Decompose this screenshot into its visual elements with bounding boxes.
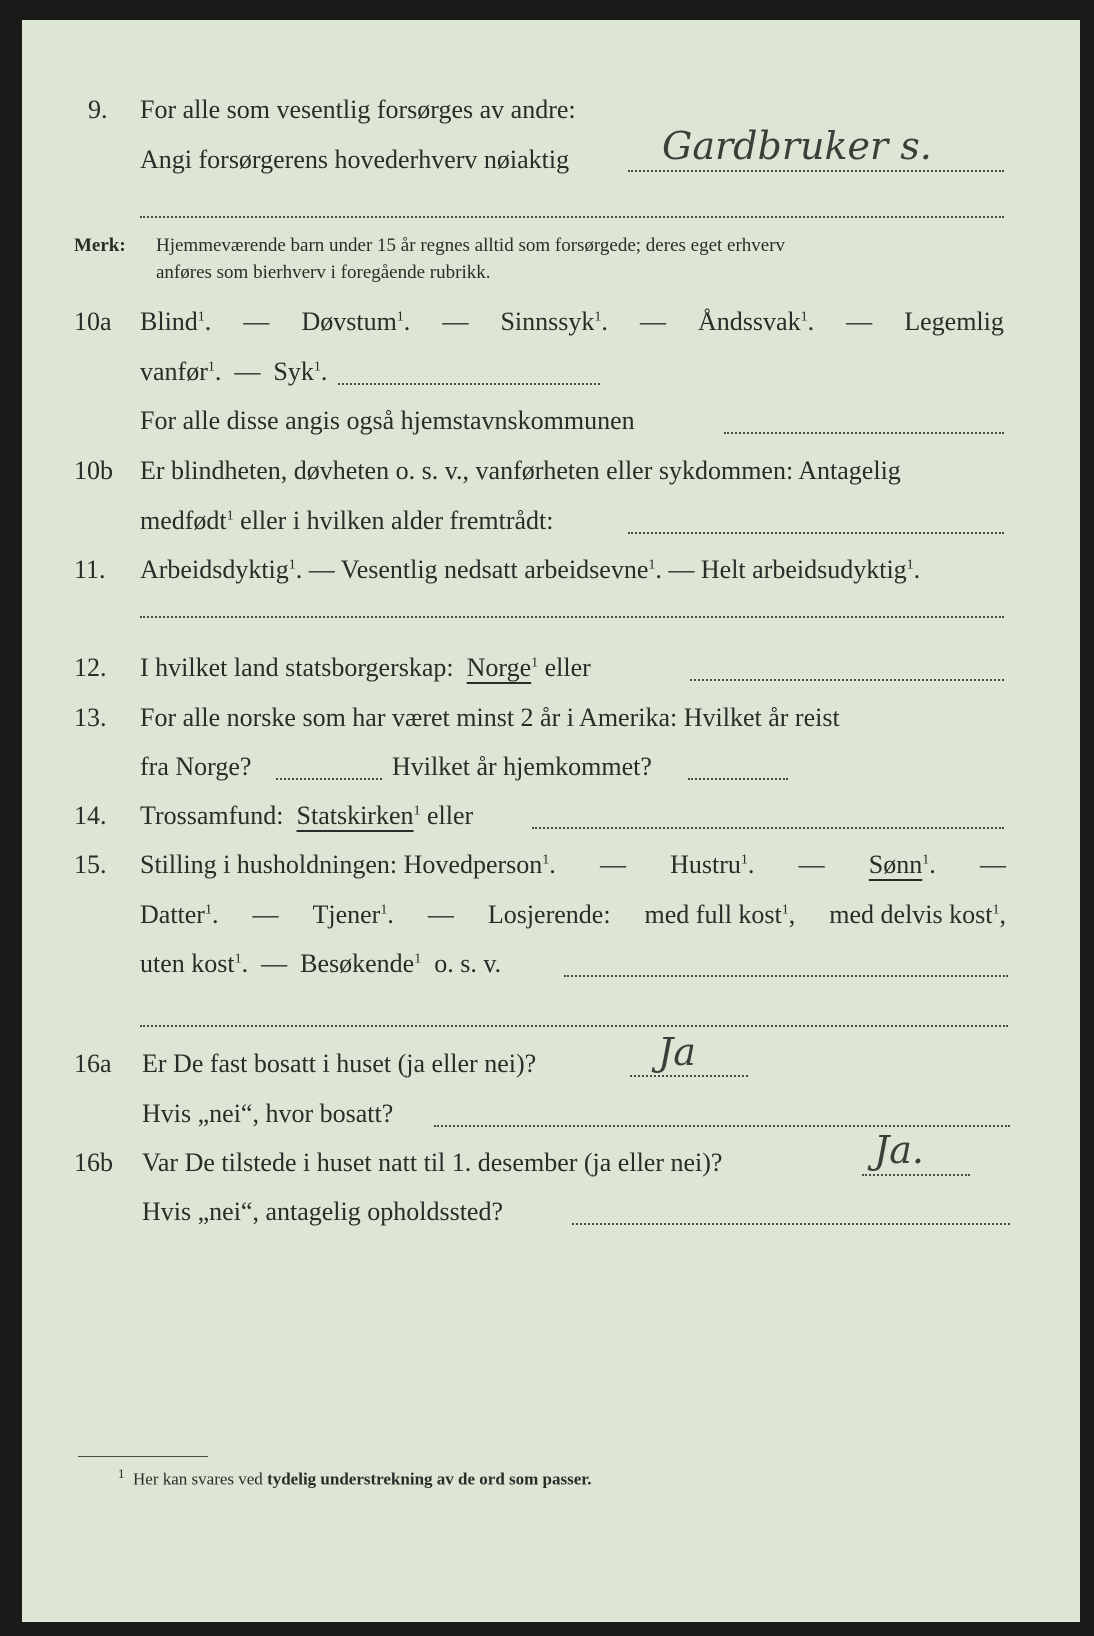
- option-besokende: Besøkende: [300, 949, 415, 978]
- question-10b-line2: medfødt$^1$ eller i hvilken alder fremtrådt:: [140, 506, 554, 535]
- question-13-line2b: Hvilket år hjemkommet?: [392, 752, 652, 781]
- answer-line: [688, 778, 788, 780]
- answer-line: [564, 975, 1008, 977]
- question-14-number: 14.: [74, 801, 107, 830]
- question-13-line1: For alle norske som har været minst 2 år i Amerika: Hvilket år reist: [140, 703, 840, 732]
- answer-line: [276, 778, 382, 780]
- question-9-number: 9.: [88, 95, 108, 124]
- question-10a-number: 10a: [74, 307, 112, 336]
- answer-line: [630, 1075, 748, 1077]
- question-16a-line1: Er De fast bosatt i huset (ja eller nei)?: [142, 1049, 537, 1078]
- footnote: $^1$ Her kan svares ved tydelig understrekning av de ord som passer.: [118, 1466, 592, 1489]
- question-10b-number: 10b: [74, 456, 113, 485]
- question-9-line1: For alle som vesentlig forsørges av andre:: [140, 95, 576, 124]
- question-16b-line1: Var De tilstede i huset natt til 1. desember (ja eller nei)?: [142, 1148, 723, 1177]
- option-blind: Blind: [140, 307, 198, 336]
- question-12-number: 12.: [74, 653, 107, 682]
- option-datter: Datter: [140, 900, 205, 929]
- option-medfodt: medfødt: [140, 506, 227, 535]
- handwritten-answer-16b: Ja.: [874, 1128, 924, 1172]
- option-legemlig: Legemlig: [904, 307, 1004, 336]
- question-10a-line2: vanfør$^1$. — Syk$^1$.: [140, 357, 328, 386]
- answer-line: [434, 1125, 1010, 1127]
- question-11-number: 11.: [74, 555, 106, 584]
- option-tjener: Tjener: [312, 900, 381, 929]
- question-16b-line2: Hvis „nei“, antagelig opholdssted?: [142, 1197, 504, 1226]
- question-13-number: 13.: [74, 703, 107, 732]
- option-hustru: Hustru: [670, 850, 741, 879]
- option-statskirken-underlined: Statskirken: [296, 801, 414, 830]
- question-15-number: 15.: [74, 850, 107, 879]
- option-med-full-kost: med full kost: [644, 900, 782, 929]
- question-13-line2a: fra Norge?: [140, 752, 252, 781]
- answer-line: [140, 1025, 1008, 1027]
- option-norge-underlined: Norge: [466, 653, 532, 682]
- option-dovstum: Døvstum: [301, 307, 397, 336]
- question-15-line1: Stilling i husholdningen: Hovedperson$^1$. — Hustru$^1$. — Sønn$^1$. —: [140, 850, 1006, 879]
- census-form-page: [22, 20, 1080, 1622]
- note-line2: anføres som bierhverv i foregående rubrikk.: [156, 262, 491, 283]
- handwritten-answer-16a: Ja: [658, 1030, 696, 1074]
- option-sinnssyk: Sinnssyk: [500, 307, 595, 336]
- answer-line: [724, 432, 1004, 434]
- question-12-line: I hvilket land statsborgerskap: Norge$^1$ eller: [140, 653, 591, 682]
- question-15-line2: Datter$^1$. — Tjener$^1$. — Losjerende: med full kost$^1$, med delvis kost$^1$,: [140, 900, 1006, 929]
- answer-line: [140, 616, 1004, 618]
- note-label: Merk:: [74, 235, 126, 256]
- answer-line: [572, 1223, 1010, 1225]
- handwritten-answer-9: Gardbruker s.: [662, 124, 932, 168]
- footnote-rule: [78, 1456, 208, 1457]
- question-16a-number: 16a: [74, 1049, 112, 1078]
- answer-line: [628, 532, 1004, 534]
- question-10a-line3: For alle disse angis også hjemstavnskommunen: [140, 406, 635, 435]
- question-10a-line1: Blind$^1$. — Døvstum$^1$. — Sinnssyk$^1$. — Åndssvak$^1$. — Legemlig: [140, 307, 1004, 336]
- option-nedsatt: Vesentlig nedsatt arbeidsevne: [340, 555, 649, 584]
- note-line1: Hjemmeværende barn under 15 år regnes alltid som forsørgede; deres eget erhverv: [156, 235, 786, 256]
- option-udyktig: Helt arbeidsudyktig: [700, 555, 907, 584]
- answer-line: [338, 383, 600, 385]
- answer-line: [690, 679, 1004, 681]
- option-andssvak: Åndssvak: [698, 307, 801, 336]
- question-10b-line1: Er blindheten, døvheten o. s. v., vanførheten eller sykdommen: Antagelig: [140, 456, 901, 485]
- option-med-delvis-kost: med delvis kost: [829, 900, 993, 929]
- question-16a-line2: Hvis „nei“, hvor bosatt?: [142, 1099, 394, 1128]
- option-sonn-underlined: Sønn: [868, 850, 923, 879]
- answer-line: [532, 827, 1004, 829]
- question-11-line1: Arbeidsdyktig$^1$. — Vesentlig nedsatt arbeidsevne$^1$. — Helt arbeidsudyktig$^1$.: [140, 555, 921, 584]
- question-15-line3: uten kost$^1$. — Besøkende$^1$ o. s. v.: [140, 949, 502, 978]
- question-16b-number: 16b: [74, 1148, 113, 1177]
- question-14-line: Trossamfund: Statskirken$^1$ eller: [140, 801, 474, 830]
- question-9-line2: Angi forsørgerens hovederhverv nøiaktig: [140, 145, 570, 174]
- answer-line: [862, 1174, 970, 1176]
- answer-line: [140, 216, 1004, 218]
- option-vanfor: vanfør: [140, 357, 208, 386]
- option-uten-kost: uten kost: [140, 949, 235, 978]
- option-syk: Syk: [273, 357, 314, 386]
- answer-line: [628, 170, 1004, 172]
- option-arbeidsdyktig: Arbeidsdyktig: [140, 555, 289, 584]
